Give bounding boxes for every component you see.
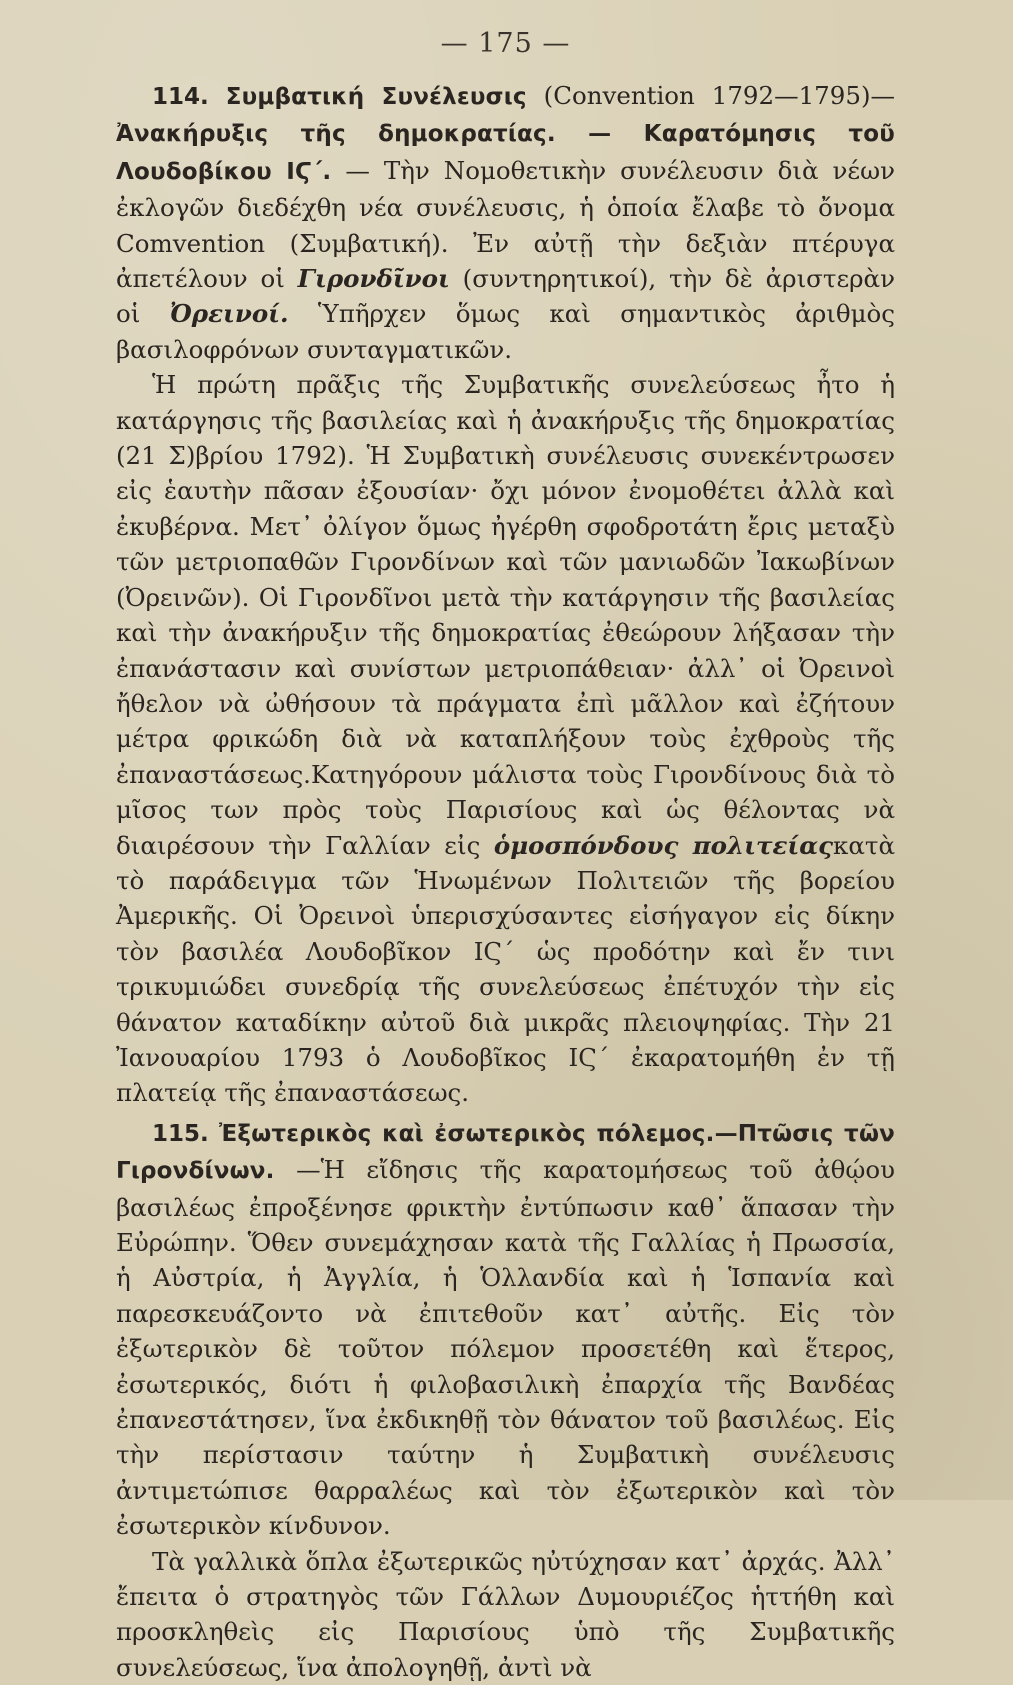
girondins-term: Γιρονδῖνοι xyxy=(297,264,450,294)
section-114-title-b: Ἀνακήρυξις τῆς δημοκρατίας. — Καρατόμησις τοῦ Λουδοβίκου ΙϚ΄. xyxy=(116,121,895,185)
section-114-title-a: Συμβατική Συνέλευσις xyxy=(225,84,527,110)
section-115-text-1: —Ἡ εἴδησις τῆς καρατομήσεως τοῦ ἀθῴου βασιλέως ἐπροξένησε φρικτὴν ἐντύπωσιν καθ᾿ ἅπασαν τὴν Εὐρώπην. Ὅθεν συνεμάχησαν κατὰ τῆς Γαλλίας ἡ Πρωσσία, ἡ Αὐστρία, ἡ Ἀγγλία, ἡ Ὁλλανδία καὶ ἡ Ἱσπανία καὶ παρεσκευάζοντο νὰ ἐπιτεθοῦν κατ᾿ αὐτῆς. Εἰς τὸν ἐξωτερικὸν δὲ τοῦτον πόλεμον προσετέθη καὶ ἕτερος, ἐσωτερικός, διότι ἡ φιλοβασιλικὴ ἐπαρχία τῆς Βανδέας ἐπανεστάτησεν, ἵνα ἐκδικηθῇ τὸν θάνατον τοῦ βασιλέως. Εἰς τὴν περίστασιν ταύτην ἡ Συμβατικὴ συνέλευσις ἀντιμετώπισε θαρραλέως καὶ τὸν ἐξωτερικὸν καὶ τὸν ἐσωτερικὸν κίνδυνον. xyxy=(116,1155,895,1541)
section-114-text-3: Ὑπῆρχεν ὅμως καὶ σημαντικὸς ἀριθμὸς βασιλοφρόνων συνταγματικῶν. xyxy=(116,299,895,364)
section-114-number: 114. xyxy=(152,84,209,110)
section-114-para-2a: Ἡ πρώτη πρᾶξις τῆς Συμβατικῆς συνελεύσεως ἦτο ἡ κατάργησις τῆς βασιλείας καὶ ἡ ἀνακήρυξις τῆς δημοκρατίας (21 Σ)βρίου 1792). Ἡ Συμβατικὴ συνέλευσις συνεκέντρωσεν εἰς ἑαυτὴν πᾶσαν ἐξουσίαν· ὄχι μόνον ἐνομοθέτει ἀλλὰ καὶ ἐκυβέρνα. Μετ᾿ ὀλίγον ὅμως ἠγέρθη σφοδροτάτη ἔρις μεταξὺ τῶν μετριοπαθῶν Γιρονδίνων καὶ τῶν μανιωδῶν Ἰακωβίνων (Ὀρεινῶν). Οἱ Γιρονδῖνοι μετὰ τὴν κατάργησιν τῆς βασιλείας καὶ τὴν ἀνακήρυξιν τῆς δημοκρατίας ἐθεώρουν λήξασαν τὴν ἐπανάστασιν καὶ συνίστων μετριοπάθειαν· ἀλλ᾿ οἱ Ὀρεινοὶ ἤθελον νὰ ὠθήσουν τὰ πράγματα ἐπὶ μᾶλλον καὶ ἐζήτουν μέτρα φρικώδη διὰ νὰ καταπλήξουν τοὺς ἐχθροὺς τῆς ἐπαναστάσεως.Κατηγόρουν μάλιστα τοὺς Γιρονδίνους διὰ τὸ μῖσος των πρὸς τοὺς Παρισίους καὶ ὡς θέλοντας νὰ διαιρέσουν τὴν Γαλλίαν εἰς xyxy=(116,370,895,860)
federal-states-term: ὁμοσπόνδους πολιτείας xyxy=(493,830,834,860)
section-115-title: Ἐξωτερικὸς καὶ ἐσωτερικὸς πόλεμος.—Πτῶσις τῶν Γιρονδίνων. xyxy=(116,1120,895,1185)
section-114-paragraph-1 xyxy=(116,78,895,367)
page-number: — 175 — xyxy=(440,28,571,59)
section-114-text-2: (συντηρητικοί), τὴν δὲ ἀριστερὰν οἱ xyxy=(116,264,895,329)
section-114-title-dates: (Convention 1792—1795)— xyxy=(526,81,896,110)
section-114-para-2b: κατὰ τὸ παράδειγμα τῶν Ἡνωμένων Πολιτειῶν τῆς βορείου Ἀμερικῆς. Οἱ Ὀρεινοὶ ὑπερισχύσαντες εἰσήγαγον εἰς δίκην τὸν βασιλέα Λουδοβῖκον ΙϚ΄ ὡς προδότην καὶ ἔν τινι τρικυμιώδει συνεδρίᾳ τῆς συνελεύσεως ἐπέτυχόν τὴν εἰς θάνατον καταδίκην αὐτοῦ διὰ μικρᾶς πλειοψηφίας. Τὴν 21 Ἰανουαρίου 1793 ὁ Λουδοβῖκος ΙϚ΄ ἐκαρατομήθη ἐν τῇ πλατείᾳ τῆς ἐπαναστάσεως. xyxy=(116,830,895,1108)
section-115-paragraph-1 xyxy=(116,1115,895,1544)
section-114-paragraph-2 xyxy=(116,367,895,1111)
section-114-text-1: — Τὴν Νομοθετικὴν συνέλευσιν διὰ νέων ἐκλογῶν διεδέχθη νέα συνέλευσις, ἡ ὁποία ἔλαβε τὸ ὄνομα Comvention (Συμβατική). Ἐν αὐτῇ τὴν δεξιὰν πτέρυγα ἀπετέλουν οἱ xyxy=(116,155,895,294)
montagnards-term: Ὀρεινοί. xyxy=(169,299,289,329)
section-115-number: 115. xyxy=(152,1120,209,1147)
section-115 xyxy=(116,1115,895,1685)
section-114 xyxy=(116,78,895,1111)
section-115-paragraph-2: Τὰ γαλλικὰ ὅπλα ἐξωτερικῶς ηὐτύχησαν κατ᾿ ἀρχάς. Ἀλλ᾿ ἔπειτα ὁ στρατηγὸς τῶν Γάλλων Δυμουριέζος ἡττήθη καὶ προσκληθεὶς εἰς Παρισίους ὑπὸ τῆς Συμβατικῆς συνελεύσεως, ἵνα ἀπολογηθῇ, ἀντὶ νὰ xyxy=(116,1546,895,1682)
